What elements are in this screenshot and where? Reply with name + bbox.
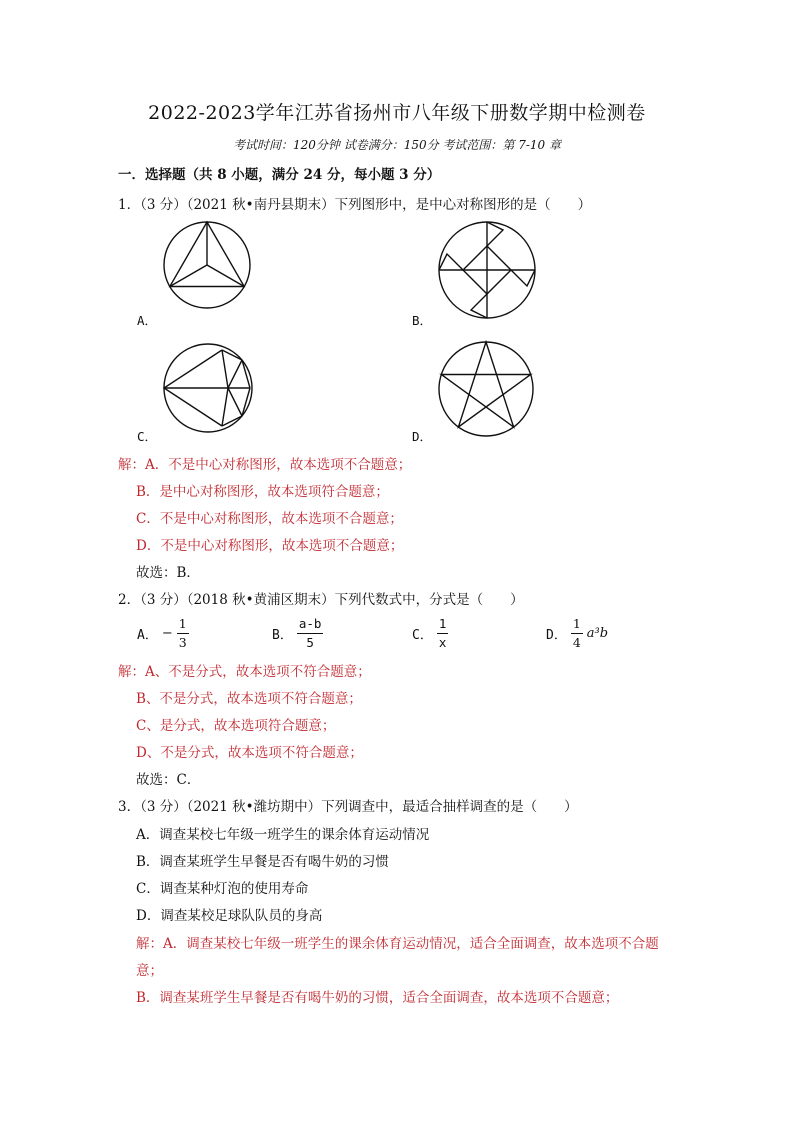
fraction	[177, 618, 189, 649]
q3-stem: 3．（3 分）（2021 秋•潍坊期中）下列调查中，最适合抽样调查的是（ ）	[118, 799, 578, 815]
q2-option-d	[546, 618, 608, 649]
q2-solution-line: D、不是分式，故本选项不符合题意；	[136, 745, 363, 761]
q3-solution-line: 解：A．调查某校七年级一班学生的课余体育运动情况，适合全面调查，故本选项不合题	[136, 936, 659, 952]
q2-option-a-label: A．	[137, 628, 158, 643]
q2-option-b-label: B．	[272, 628, 293, 643]
denominator: x	[438, 634, 447, 650]
q2-option-a	[137, 618, 189, 649]
q3-option: C．调查某种灯泡的使用寿命	[136, 881, 309, 897]
q2-option-c	[412, 618, 448, 649]
fraction	[437, 618, 449, 649]
q3-solution-line: B．调查某班学生早餐是否有喝牛奶的习惯，适合全面调查，故本选项不合题意；	[136, 990, 619, 1006]
q2-stem: 2．（3 分）（2018 秋•黄浦区期末）下列代数式中，分式是（ ）	[118, 592, 524, 608]
numerator: 1	[571, 618, 583, 634]
figure-d-circle-star	[437, 340, 535, 438]
q1-answer: 故选：B．	[136, 565, 200, 581]
q2-option-c-label: C．	[412, 628, 433, 643]
fraction	[571, 618, 583, 649]
expression-tail: a³b	[586, 626, 609, 641]
q1-label-c: C．	[137, 429, 158, 444]
q1-solution-line: 解：A．不是中心对称图形，故本选项不合题意；	[118, 457, 412, 473]
q2-solution-line: C、是分式，故本选项符合题意；	[136, 718, 336, 734]
q1-solution-line: C．不是中心对称图形，故本选项不合题意；	[136, 511, 403, 527]
q2-option-b	[272, 618, 323, 649]
section-heading: 一．选择题（共 8 小题，满分 24 分，每小题 3 分）	[118, 167, 441, 183]
denominator: 4	[572, 634, 581, 650]
q1-solution-line: B．是中心对称图形，故本选项符合题意；	[136, 484, 389, 500]
figure-a-circle-triangle	[162, 220, 252, 310]
denominator: 5	[306, 634, 314, 650]
q3-option: A．调查某校七年级一班学生的课余体育运动情况	[136, 827, 430, 843]
q3-solution-line: 意；	[136, 963, 163, 979]
figure-b-pinwheel	[437, 220, 537, 320]
q1-solution-line: D．不是中心对称图形，故本选项不合题意；	[136, 538, 404, 554]
q1-label-a: A．	[137, 313, 158, 328]
minus-sign: −	[161, 626, 173, 641]
q2-option-d-label: D．	[546, 628, 567, 643]
q2-solution-line: 解：A、不是分式，故本选项不符合题意；	[118, 664, 371, 680]
q2-answer: 故选：C．	[136, 772, 201, 788]
exam-info: 考试时间：120分钟 试卷满分：150分 考试范围：第 7-10 章	[232, 138, 562, 152]
numerator: 1	[177, 618, 189, 634]
denominator: 3	[178, 634, 187, 650]
numerator: a-b	[297, 618, 324, 634]
q1-label-d: D．	[412, 429, 433, 444]
fraction	[297, 618, 324, 649]
q3-option: B．调查某班学生早餐是否有喝牛奶的习惯	[136, 854, 389, 870]
numerator: 1	[437, 618, 449, 634]
figure-c-circle-triangles	[162, 342, 254, 434]
page-title: 2022-2023学年江苏省扬州市八年级下册数学期中检测卷	[148, 102, 646, 124]
q1-stem: 1．（3 分）（2021 秋•南丹县期末）下列图形中，是中心对称图形的是（ ）	[118, 197, 592, 213]
q2-solution-line: B、不是分式，故本选项不符合题意；	[136, 691, 362, 707]
q1-label-b: B．	[412, 313, 433, 328]
q3-option: D．调查某校足球队队员的身高	[136, 908, 323, 924]
